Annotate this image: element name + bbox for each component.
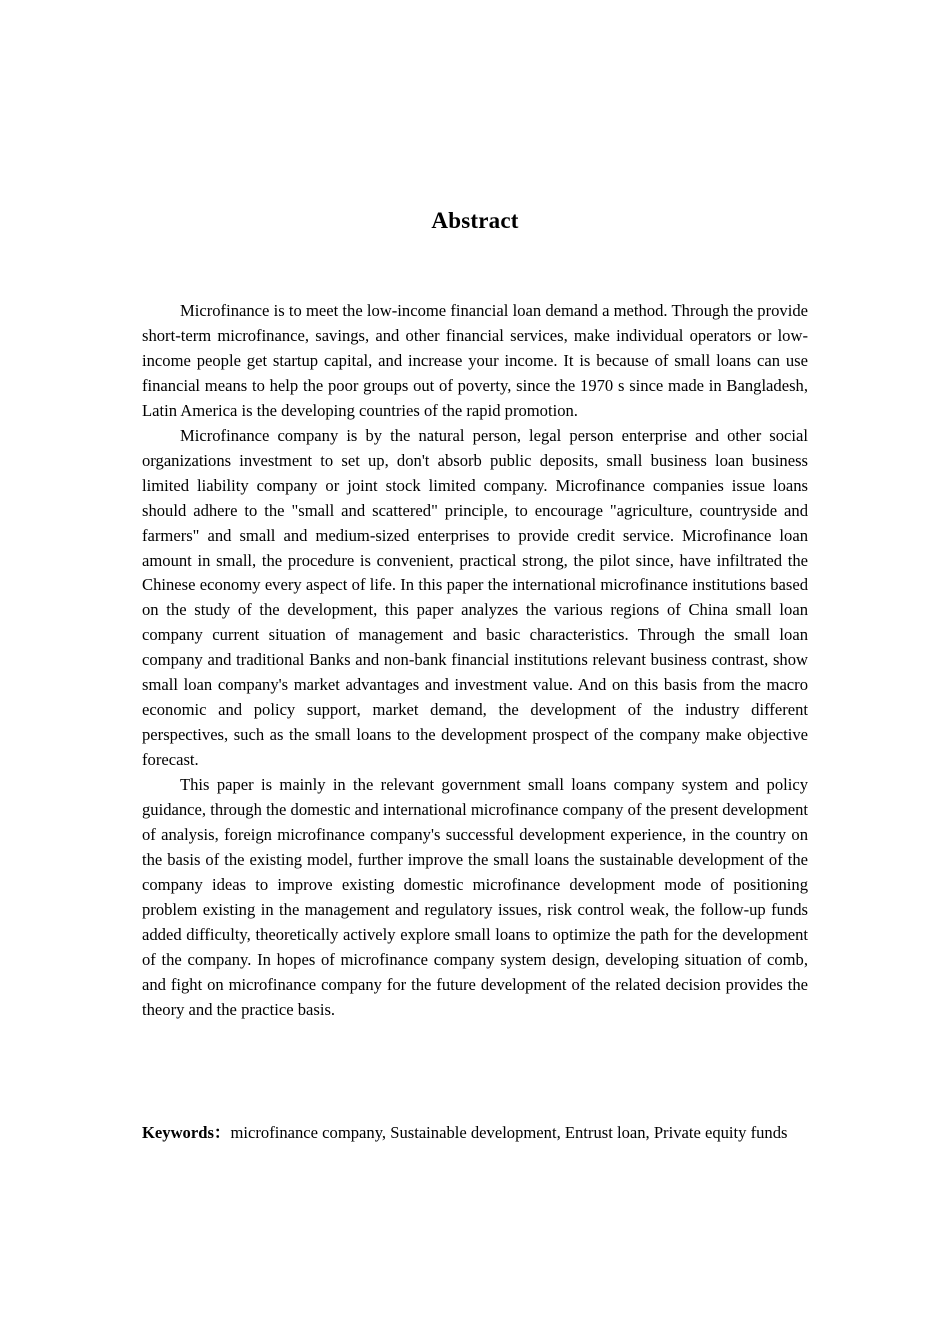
keywords-colon: ： — [213, 1123, 231, 1142]
page-title: Abstract — [431, 208, 519, 233]
abstract-body — [142, 299, 808, 1023]
abstract-paragraph-3: This paper is mainly in the relevant government small loans company system and policy guidance, through the domestic and international microfinance company of the present development of analysis, foreign microfinance company's successful development experience, in the country on the basis of the existing model, further improve the small loans the sustainable development of the company ideas to improve existing domestic microfinance development mode of positioning problem existing in the management and regulatory issues, risk control weak, the follow-up funds added difficulty, theoretically actively explore small loans to optimize the path for the development of the company. In hopes of microfinance company system design, developing situation of comb, and fight on microfinance company for the future development of the related decision provides the theory and the practice basis. — [142, 775, 808, 1019]
keywords-line — [142, 1121, 808, 1146]
abstract-paragraph-1: Microfinance is to meet the low-income financial loan demand a method. Through the provide short-term microfinance, savings, and other financial services, make individual operators or low-income people get startup capital, and increase your income. It is because of small loans can use financial means to help the poor groups out of poverty, since the 1970 s since made in Bangladesh, Latin America is the developing countries of the rapid promotion. — [142, 301, 808, 420]
abstract-paragraph-2: Microfinance company is by the natural person, legal person enterprise and other social organizations investment to set up, don't absorb public deposits, small business loan business limited liability company or joint stock limited company. Microfinance companies issue loans should adhere to the "small and scattered" principle, to encourage "agriculture, countryside and farmers" and small and medium-sized enterprises to provide credit service. Microfinance loan amount in small, the procedure is convenient, practical strong, the pilot since, have infiltrated the Chinese economy every aspect of life. In this paper the international microfinance institutions based on the study of the development, this paper analyzes the various regions of China small loan company current situation of management and basic characteristics. Through the small loan company and traditional Banks and non-bank financial institutions relevant business contrast, show small loan company's market advantages and investment value. And on this basis from the macro economic and policy support, market demand, the development of the industry different perspectives, such as the small loans to the development prospect of the company make objective forecast. — [142, 425, 808, 770]
keywords-list: microfinance company, Sustainable development, Entrust loan, Private equity funds — [230, 1123, 788, 1142]
keywords-label: Keywords — [142, 1123, 214, 1142]
